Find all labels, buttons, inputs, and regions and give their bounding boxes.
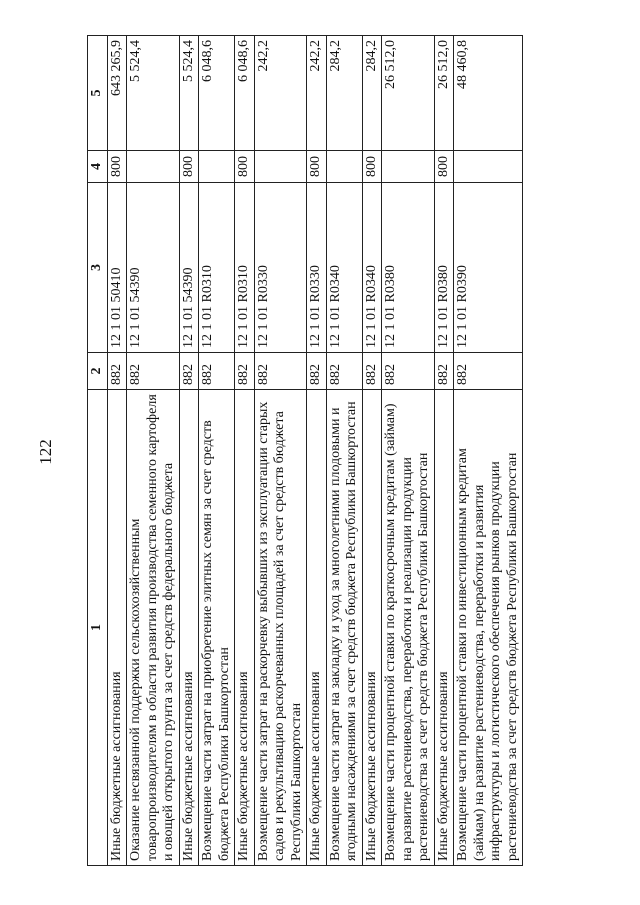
- row-amount: 6 048,6: [235, 36, 255, 151]
- row-department: 882: [254, 353, 307, 390]
- row-amount: 26 512,0: [434, 36, 454, 151]
- row-name: Иные бюджетные ассигнования: [307, 390, 327, 866]
- budget-table: [87, 35, 523, 866]
- column-header: 5: [88, 36, 108, 151]
- row-expense-type: [326, 151, 362, 183]
- row-target-code: 12 1 01 R0380: [434, 183, 454, 353]
- row-department: 882: [382, 353, 435, 390]
- row-expense-type: [454, 151, 523, 183]
- row-name: Возмещение части затрат на приобретение элитных семян за счет средств бюджета Республики Башкортостан: [199, 390, 235, 866]
- row-amount: 643 265,9: [107, 36, 127, 151]
- column-header: 1: [88, 390, 108, 866]
- table-row: [235, 36, 255, 866]
- row-target-code: 12 1 01 R0310: [199, 183, 235, 353]
- row-amount: 5 524,4: [127, 36, 180, 151]
- row-name: Оказание несвязанной поддержки сельскохозяйственным товаропроизводителям в области развития производства семенного картофеля и овощей открытого грунта за счет средств федерального бюджета: [127, 390, 180, 866]
- row-department: 882: [127, 353, 180, 390]
- row-expense-type: 800: [307, 151, 327, 183]
- column-header: 3: [88, 183, 108, 353]
- row-department: 882: [235, 353, 255, 390]
- row-amount: 284,2: [326, 36, 362, 151]
- row-name: Возмещение части процентной ставки по инвестиционным кредитам (займам) на развитие растениеводства, переработки и развития инфраструктуры и логистического обеспечения рынков продукции растениеводства за счет средств бюджета Республики Башкортостан: [454, 390, 523, 866]
- row-target-code: 12 1 01 R0380: [382, 183, 435, 353]
- row-amount: 26 512,0: [382, 36, 435, 151]
- row-expense-type: [382, 151, 435, 183]
- row-name: Иные бюджетные ассигнования: [107, 390, 127, 866]
- table-row: [307, 36, 327, 866]
- header-row: [88, 36, 108, 866]
- row-target-code: 12 1 01 R0330: [254, 183, 307, 353]
- row-amount: 242,2: [307, 36, 327, 151]
- row-expense-type: [127, 151, 180, 183]
- row-expense-type: [199, 151, 235, 183]
- row-name: Иные бюджетные ассигнования: [179, 390, 199, 866]
- row-department: 882: [454, 353, 523, 390]
- row-amount: 242,2: [254, 36, 307, 151]
- table-row: [127, 36, 180, 866]
- row-expense-type: 800: [235, 151, 255, 183]
- row-department: 882: [326, 353, 362, 390]
- row-department: 882: [307, 353, 327, 390]
- row-target-code: 12 1 01 R0340: [362, 183, 382, 353]
- table-row: [254, 36, 307, 866]
- rotated-table-wrapper: [87, 36, 587, 866]
- row-department: 882: [179, 353, 199, 390]
- row-amount: 6 048,6: [199, 36, 235, 151]
- row-department: 882: [434, 353, 454, 390]
- table-row: [382, 36, 435, 866]
- row-expense-type: 800: [362, 151, 382, 183]
- row-amount: 5 524,4: [179, 36, 199, 151]
- row-name: Возмещение части затрат на закладку и уход за многолетними плодовыми и ягодными насаждениями за счет средств бюджета Республики Башкортостан: [326, 390, 362, 866]
- row-name: Иные бюджетные ассигнования: [235, 390, 255, 866]
- row-department: 882: [107, 353, 127, 390]
- table-row: [362, 36, 382, 866]
- row-target-code: 12 1 01 R0340: [326, 183, 362, 353]
- page-number: 122: [36, 439, 55, 465]
- row-name: Возмещение части процентной ставки по краткосрочным кредитам (займам) на развитие растениеводства, переработки и реализации продукции растениеводства за счет средств бюджета Республики Башкортостан: [382, 390, 435, 866]
- table-row: [107, 36, 127, 866]
- column-header: 4: [88, 151, 108, 183]
- row-target-code: 12 1 01 R0390: [454, 183, 523, 353]
- row-amount: 48 460,8: [454, 36, 523, 151]
- row-target-code: 12 1 01 54390: [179, 183, 199, 353]
- row-target-code: 12 1 01 R0330: [307, 183, 327, 353]
- table-row: [454, 36, 523, 866]
- row-expense-type: 800: [179, 151, 199, 183]
- row-expense-type: 800: [107, 151, 127, 183]
- row-expense-type: 800: [434, 151, 454, 183]
- row-name: Иные бюджетные ассигнования: [362, 390, 382, 866]
- row-target-code: 12 1 01 54390: [127, 183, 180, 353]
- row-department: 882: [199, 353, 235, 390]
- table-row: [434, 36, 454, 866]
- column-header: 2: [88, 353, 108, 390]
- table-row: [179, 36, 199, 866]
- table-row: [199, 36, 235, 866]
- row-name: Иные бюджетные ассигнования: [434, 390, 454, 866]
- row-name: Возмещение части затрат на раскорчевку выбывших из эксплуатации старых садов и рекультивацию раскорчеванных площадей за счет средств бюджета Республики Башкортостан: [254, 390, 307, 866]
- row-expense-type: [254, 151, 307, 183]
- table-row: [326, 36, 362, 866]
- row-target-code: 12 1 01 50410: [107, 183, 127, 353]
- row-amount: 284,2: [362, 36, 382, 151]
- row-department: 882: [362, 353, 382, 390]
- row-target-code: 12 1 01 R0310: [235, 183, 255, 353]
